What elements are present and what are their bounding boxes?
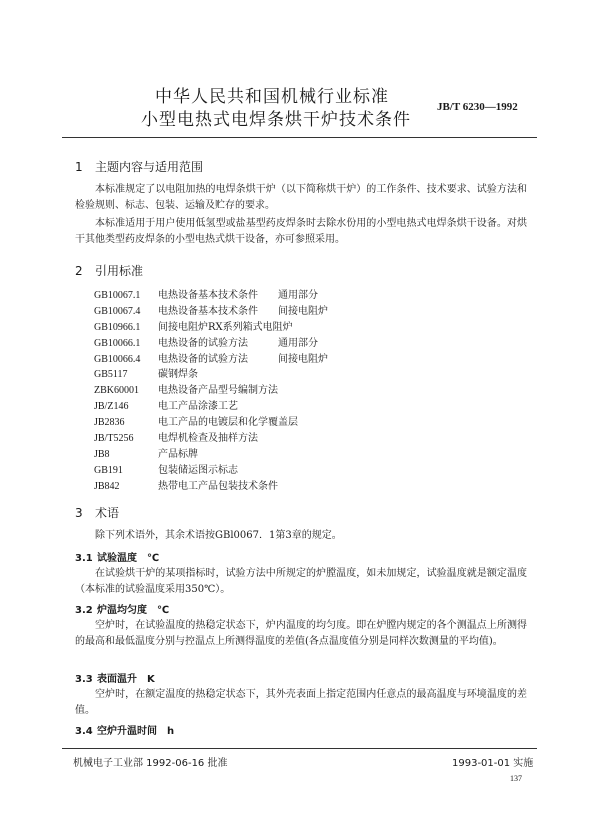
section-number: 1 (75, 160, 83, 174)
reference-item (94, 367, 328, 383)
reference-item (94, 479, 328, 495)
reference-code: JB842 (94, 480, 120, 492)
section-3-heading (75, 504, 119, 521)
reference-list (94, 288, 328, 495)
reference-code: JB/T5256 (94, 433, 134, 445)
reference-title: 电热设备的试验方法 通用部分 (158, 337, 318, 349)
term-3-2-text: 空炉时，在试验温度的热稳定状态下，炉内温度的均匀度。即在炉膛内规定的各个测温点上所测得的最高和最低温度分别与控温点上所测得温度的差值(各点温度值分别是同样次数测量的平均值)。 (75, 620, 527, 647)
reference-code: GB10066.4 (94, 353, 141, 365)
reference-code: JB2836 (94, 417, 125, 429)
reference-item (94, 431, 328, 447)
reference-code: GB10966.1 (94, 321, 141, 333)
reference-item (94, 447, 328, 463)
term-title: 试验温度 ℃ (97, 553, 160, 564)
reference-code: GB10066.1 (94, 337, 141, 349)
section-1-paragraph-1: 本标准规定了以电阻加热的电焊条烘干炉（以下简称烘干炉）的工作条件、技术要求、试验方法和检验规则、标志、包装、运输及贮存的要求。 (75, 184, 527, 211)
reference-code: GB5117 (94, 369, 128, 381)
reference-item (94, 336, 328, 352)
approval-date: 机械电子工业部 1992-06-16 批准 (73, 758, 228, 769)
section-number: 3 (75, 506, 83, 520)
section-title: 术语 (95, 506, 120, 520)
reference-title: 电热设备基本技术条件 间接电阻炉 (158, 305, 328, 317)
section-2-heading (75, 262, 143, 279)
reference-title: 热带电工产品包装技术条件 (158, 480, 278, 492)
term-title: 空炉升温时间 h (97, 726, 175, 737)
term-3-1-heading (75, 549, 159, 564)
reference-code: ZBK60001 (94, 385, 139, 397)
reference-title: 包装储运图示标志 (158, 464, 238, 476)
reference-item (94, 399, 328, 415)
reference-item (94, 352, 328, 368)
reference-code: JB8 (94, 448, 110, 460)
section-title: 主题内容与适用范围 (95, 160, 204, 174)
reference-item (94, 463, 328, 479)
header-divider (62, 137, 537, 138)
reference-title: 碳钢焊条 (158, 369, 198, 381)
term-number: 3.1 (75, 553, 93, 564)
standard-code: JB/T 6230—1992 (437, 101, 518, 113)
section-1-paragraph-2: 本标准适用于用户使用低氢型或盐基型药皮焊条时去除水份用的小型电热式电焊条烘干设备。对烘干其他类型药皮焊条的小型电热式烘干设备，亦可参照采用。 (75, 218, 527, 245)
reference-title: 电热设备产品型号编制方法 (158, 385, 278, 397)
reference-code: GB10067.1 (94, 290, 141, 301)
term-3-1-text: 在试验烘干炉的某项指标时，试验方法中所规定的炉膛温度，如未加规定，试验温度就是额定温度（本标准的试验温度采用350℃）。 (75, 568, 527, 595)
reference-title: 产品标牌 (158, 448, 198, 460)
section-1-heading (75, 158, 203, 175)
reference-title: 电工产品涂漆工艺 (158, 401, 238, 413)
reference-code: GB10067.4 (94, 305, 141, 317)
section-number: 2 (75, 264, 83, 278)
reference-code: JB/Z146 (94, 401, 129, 413)
reference-title: 电焊机检查及抽样方法 (158, 433, 258, 445)
document-title-line2: 小型电热式电焊条烘干炉技术条件 (141, 110, 411, 130)
term-number: 3.3 (75, 674, 93, 685)
page-number: 137 (510, 774, 522, 783)
footer-divider (62, 748, 537, 749)
term-3-3-heading (75, 670, 155, 685)
section-title: 引用标准 (95, 264, 144, 278)
reference-title: 电工产品的电镀层和化学覆盖层 (158, 417, 298, 429)
reference-item (94, 383, 328, 399)
reference-title: 间接电阻炉RX系列箱式电阻炉 (158, 321, 293, 333)
reference-item (94, 304, 328, 320)
term-title: 表面温升 K (97, 674, 155, 685)
reference-title: 电热设备基本技术条件 通用部分 (158, 290, 318, 301)
reference-item (94, 288, 328, 304)
term-3-2-heading (75, 601, 169, 616)
effective-date: 1993-01-01 实施 (452, 758, 534, 769)
term-title: 炉温均匀度 ℃ (97, 605, 170, 616)
term-3-4-heading (75, 722, 174, 737)
term-3-3-text: 空炉时，在额定温度的热稳定状态下，其外壳表面上指定范围内任意点的最高温度与环境温度的差值。 (75, 689, 527, 716)
section-3-intro: 除下列术语外，其余术语按GBl0067．1第3章的规定。 (95, 530, 342, 541)
term-number: 3.2 (75, 605, 93, 616)
document-title-line1: 中华人民共和国机械行业标准 (155, 87, 389, 107)
reference-item (94, 415, 328, 431)
reference-code: GB191 (94, 464, 123, 476)
term-number: 3.4 (75, 726, 93, 737)
reference-title: 电热设备的试验方法 间接电阻炉 (158, 353, 328, 365)
reference-item (94, 320, 328, 336)
